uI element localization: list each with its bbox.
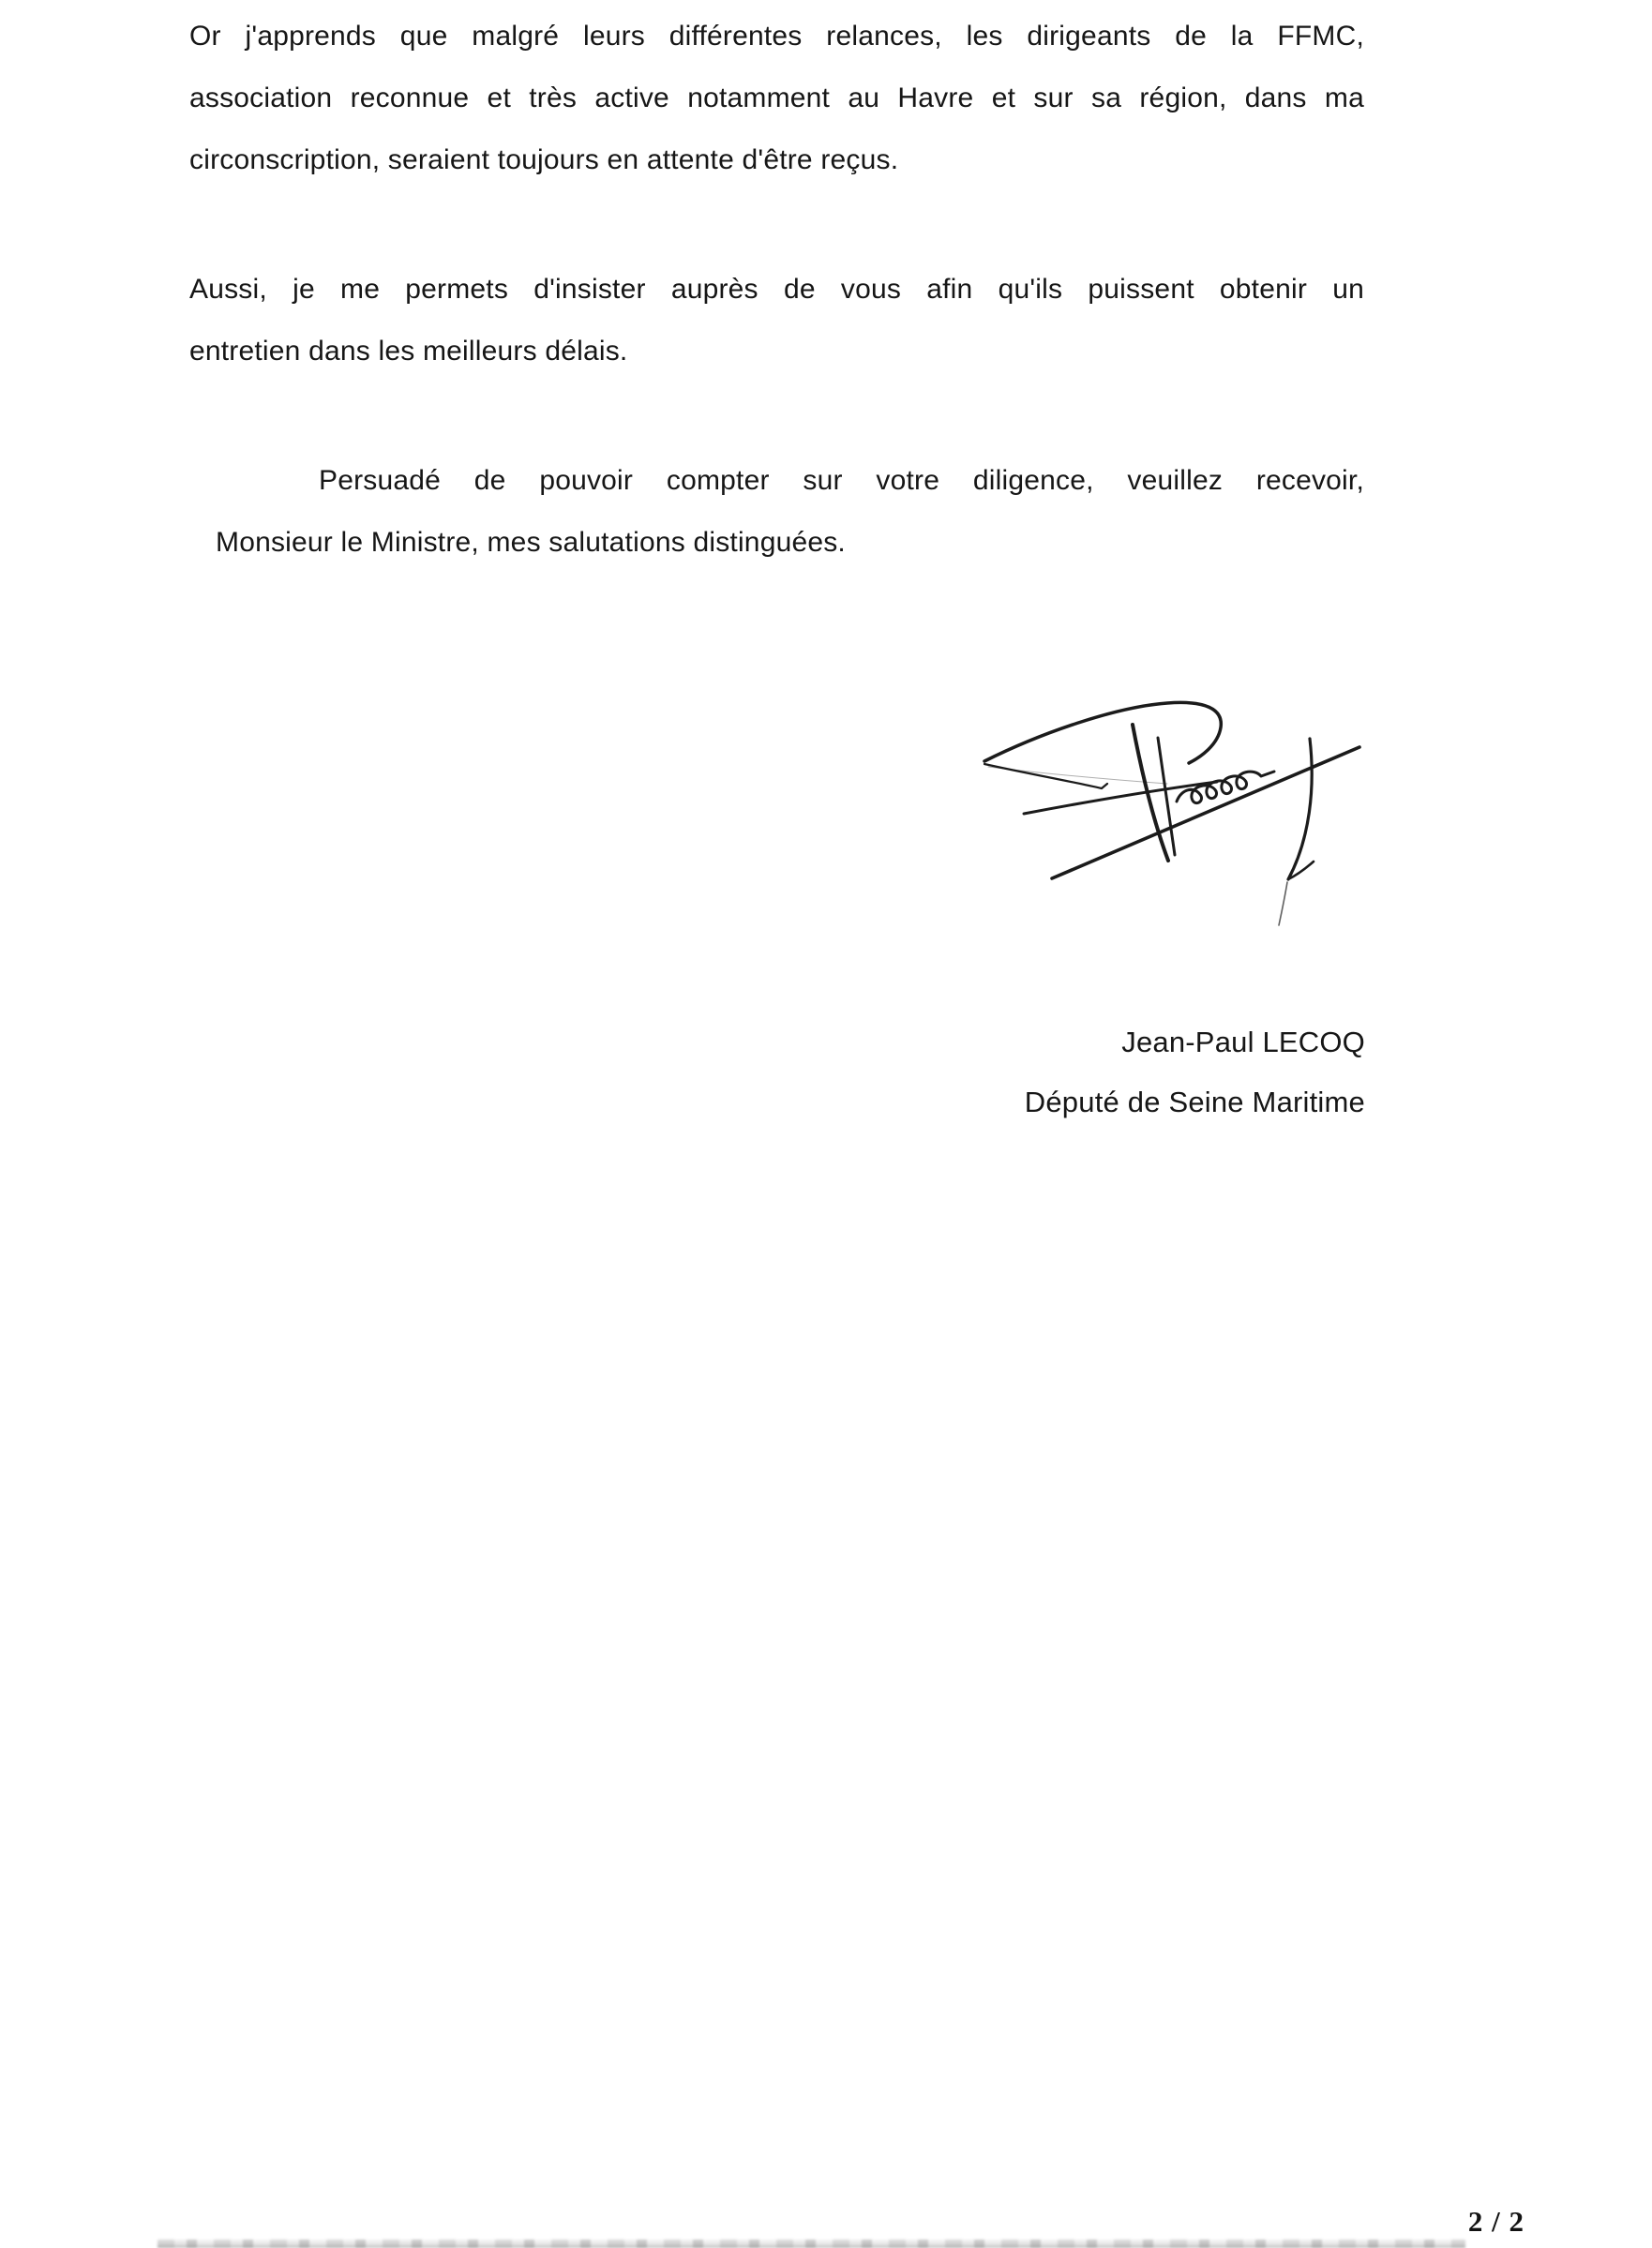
signature-block (938, 1012, 1365, 1132)
paragraph-3 (189, 450, 1364, 574)
text-line: Or j'apprends que malgré leurs différentes relances, les dirigeants de la FFMC, (189, 21, 1364, 52)
text-line: circonscription, seraient toujours en attente d'être reçus. (189, 144, 899, 175)
scan-artifact (158, 2240, 1465, 2248)
text-line: entretien dans les meilleurs délais. (189, 336, 628, 367)
page-number: 2 / 2 (1467, 2205, 1524, 2238)
paragraph-1 (189, 6, 1364, 191)
signer-title: Député de Seine Maritime (1024, 1086, 1365, 1118)
text-line: association reconnue et très active notamment au Havre et sur sa région, dans ma (189, 82, 1364, 113)
paragraph-2 (189, 259, 1364, 382)
text-line: Monsieur le Ministre, mes salutations distinguées. (216, 527, 846, 558)
letter-body (189, 6, 1364, 641)
text-line: Persuadé de pouvoir compter sur votre diligence, veuillez recevoir, (319, 465, 1364, 496)
signature-image (975, 694, 1369, 933)
text-line: Aussi, je me permets d'insister auprès de vous afin qu'ils puissent obtenir un (189, 274, 1364, 305)
signer-name: Jean-Paul LECOQ (1121, 1026, 1365, 1058)
